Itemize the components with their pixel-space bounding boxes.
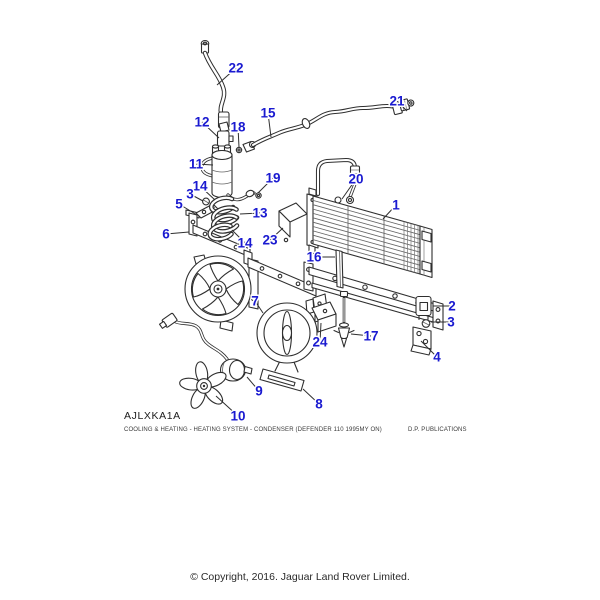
callout-23[interactable] <box>262 228 283 248</box>
condenser-drawing <box>307 188 432 278</box>
part-number[interactable]: 4 <box>433 349 441 365</box>
callout-20[interactable] <box>342 172 364 200</box>
duct-bracket-drawing <box>279 203 307 242</box>
part-number[interactable]: 8 <box>315 396 323 412</box>
o-ring-19 <box>256 193 261 198</box>
part-number[interactable]: 3 <box>186 186 194 202</box>
part-number[interactable]: 6 <box>162 226 170 242</box>
part-number[interactable]: 2 <box>448 298 456 314</box>
part-number[interactable]: 11 <box>188 156 204 172</box>
stay-strip-drawing <box>336 250 343 288</box>
part-number[interactable]: 17 <box>363 328 379 344</box>
part-number[interactable]: 14 <box>237 235 253 251</box>
callout-22[interactable] <box>217 61 244 86</box>
part-number[interactable]: 3 <box>447 314 455 330</box>
callout-7[interactable] <box>251 294 263 314</box>
part-number[interactable]: 20 <box>348 171 364 187</box>
callout-12[interactable] <box>194 115 219 139</box>
diagram-code: AJLXKA1A <box>124 410 181 422</box>
part-number[interactable]: 16 <box>306 249 322 265</box>
callout-16[interactable] <box>306 250 335 265</box>
callout-18[interactable] <box>230 120 246 148</box>
grommet-2 <box>416 297 431 316</box>
sensor-bolt-drawing <box>334 292 354 348</box>
diagram-caption: COOLING & HEATING - HEATING SYSTEM - CONDENSER (DEFENDER 110 1995MY ON) <box>124 427 382 433</box>
callout-1[interactable] <box>383 198 400 220</box>
part-number[interactable]: 10 <box>230 408 246 424</box>
part-number[interactable]: 21 <box>389 93 405 109</box>
callout-19[interactable] <box>258 171 281 194</box>
callout-10[interactable] <box>216 396 246 424</box>
part-number[interactable]: 24 <box>312 334 328 350</box>
callout-17[interactable] <box>351 329 379 344</box>
part-number[interactable]: 14 <box>192 178 208 194</box>
part-number[interactable]: 23 <box>262 232 278 248</box>
part-number[interactable]: 22 <box>228 60 244 76</box>
part-number[interactable]: 5 <box>175 196 183 212</box>
upper-fan-drawing <box>185 255 251 331</box>
part-number[interactable]: 19 <box>265 170 281 186</box>
part-number[interactable]: 12 <box>194 114 210 130</box>
fan-motor-drawing <box>158 313 252 411</box>
copyright-notice: © Copyright, 2016. Jaguar Land Rover Limited. <box>190 571 410 583</box>
foot-bracket-8 <box>260 369 304 391</box>
callout-15[interactable] <box>260 106 276 138</box>
publisher-label: D.P. PUBLICATIONS <box>408 427 467 433</box>
callout-21[interactable] <box>389 94 407 112</box>
callout-13[interactable] <box>240 206 268 221</box>
part-number[interactable]: 1 <box>392 197 400 213</box>
part-number[interactable]: 18 <box>230 119 246 135</box>
part-number[interactable]: 9 <box>255 383 263 399</box>
part-number[interactable]: 7 <box>251 293 259 309</box>
callout-9[interactable] <box>247 377 263 399</box>
callout-8[interactable] <box>303 389 323 412</box>
part-number[interactable]: 15 <box>260 105 276 121</box>
valve-12 <box>218 131 230 146</box>
o-ring-18 <box>236 147 241 152</box>
callout-6[interactable] <box>162 227 189 242</box>
part-number[interactable]: 13 <box>252 205 268 221</box>
